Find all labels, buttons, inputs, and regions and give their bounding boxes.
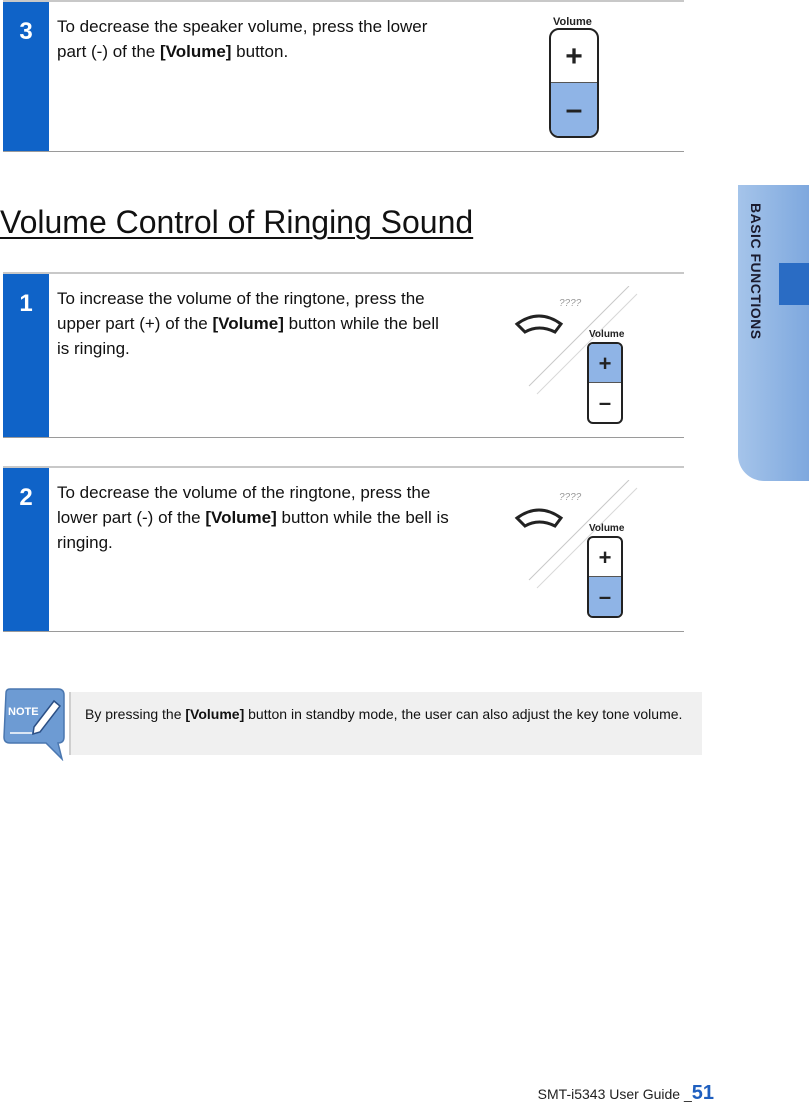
ringing-volume-illustration: [449, 274, 684, 437]
section-title: Volume Control of Ringing Sound: [0, 204, 474, 240]
ringing-volume-illustration: [449, 468, 684, 631]
note-box: [0, 687, 702, 757]
svg-text:????: ????: [559, 492, 582, 503]
side-tab-marker: [779, 263, 809, 305]
volume-plus-icon: +: [565, 39, 583, 73]
step-1-row: [3, 272, 684, 438]
page-footer: [538, 1082, 714, 1105]
volume-keyword: [Volume]: [185, 706, 245, 722]
volume-label: Volume: [589, 523, 625, 534]
volume-keyword: [Volume]: [212, 314, 284, 333]
volume-minus-icon: –: [589, 382, 621, 422]
volume-button-illustration: [449, 2, 684, 151]
page-number: 51: [691, 1082, 714, 1104]
volume-keyword: [Volume]: [205, 508, 277, 527]
side-tab-label: BASIC FUNCTIONS: [748, 203, 764, 340]
volume-button-icon: [587, 536, 623, 618]
ringing-handset-icon: [509, 286, 649, 436]
step-3-row: [3, 0, 684, 152]
step-text: To increase the volume of the ringtone, press the upper part (+) of the [Volume] button while the bell is ringing.: [57, 289, 439, 358]
volume-plus-icon: +: [589, 344, 621, 383]
step-text: To decrease the volume of the ringtone, press the lower part (-) of the [Volume] button while the bell is ringing.: [57, 483, 449, 552]
volume-label: Volume: [553, 16, 592, 28]
chapter-side-tab: [738, 185, 809, 481]
svg-text:????: ????: [559, 298, 582, 309]
volume-plus-icon: +: [598, 544, 612, 570]
step-text: To decrease the speaker volume, press the lower part (-) of the [Volume] button.: [57, 17, 428, 61]
step-number: 2: [3, 468, 49, 631]
volume-keyword: [Volume]: [159, 42, 232, 61]
step-number: 1: [3, 274, 49, 437]
guide-name: SMT-i5343 User Guide _: [537, 1086, 692, 1102]
step-number: 3: [3, 2, 49, 151]
note-text: By pressing the [Volume] button in standby mode, the user can also adjust the key tone volume.: [69, 692, 702, 755]
volume-minus-icon: –: [551, 82, 597, 136]
volume-button-icon: [549, 28, 599, 138]
volume-button-icon: [587, 342, 623, 424]
volume-label: Volume: [589, 329, 625, 340]
volume-minus-icon: –: [589, 576, 621, 616]
step-2-row: [3, 466, 684, 632]
note-icon-label: NOTE: [8, 706, 39, 718]
ringing-handset-icon: [509, 480, 649, 630]
note-pencil-icon: [0, 687, 68, 761]
